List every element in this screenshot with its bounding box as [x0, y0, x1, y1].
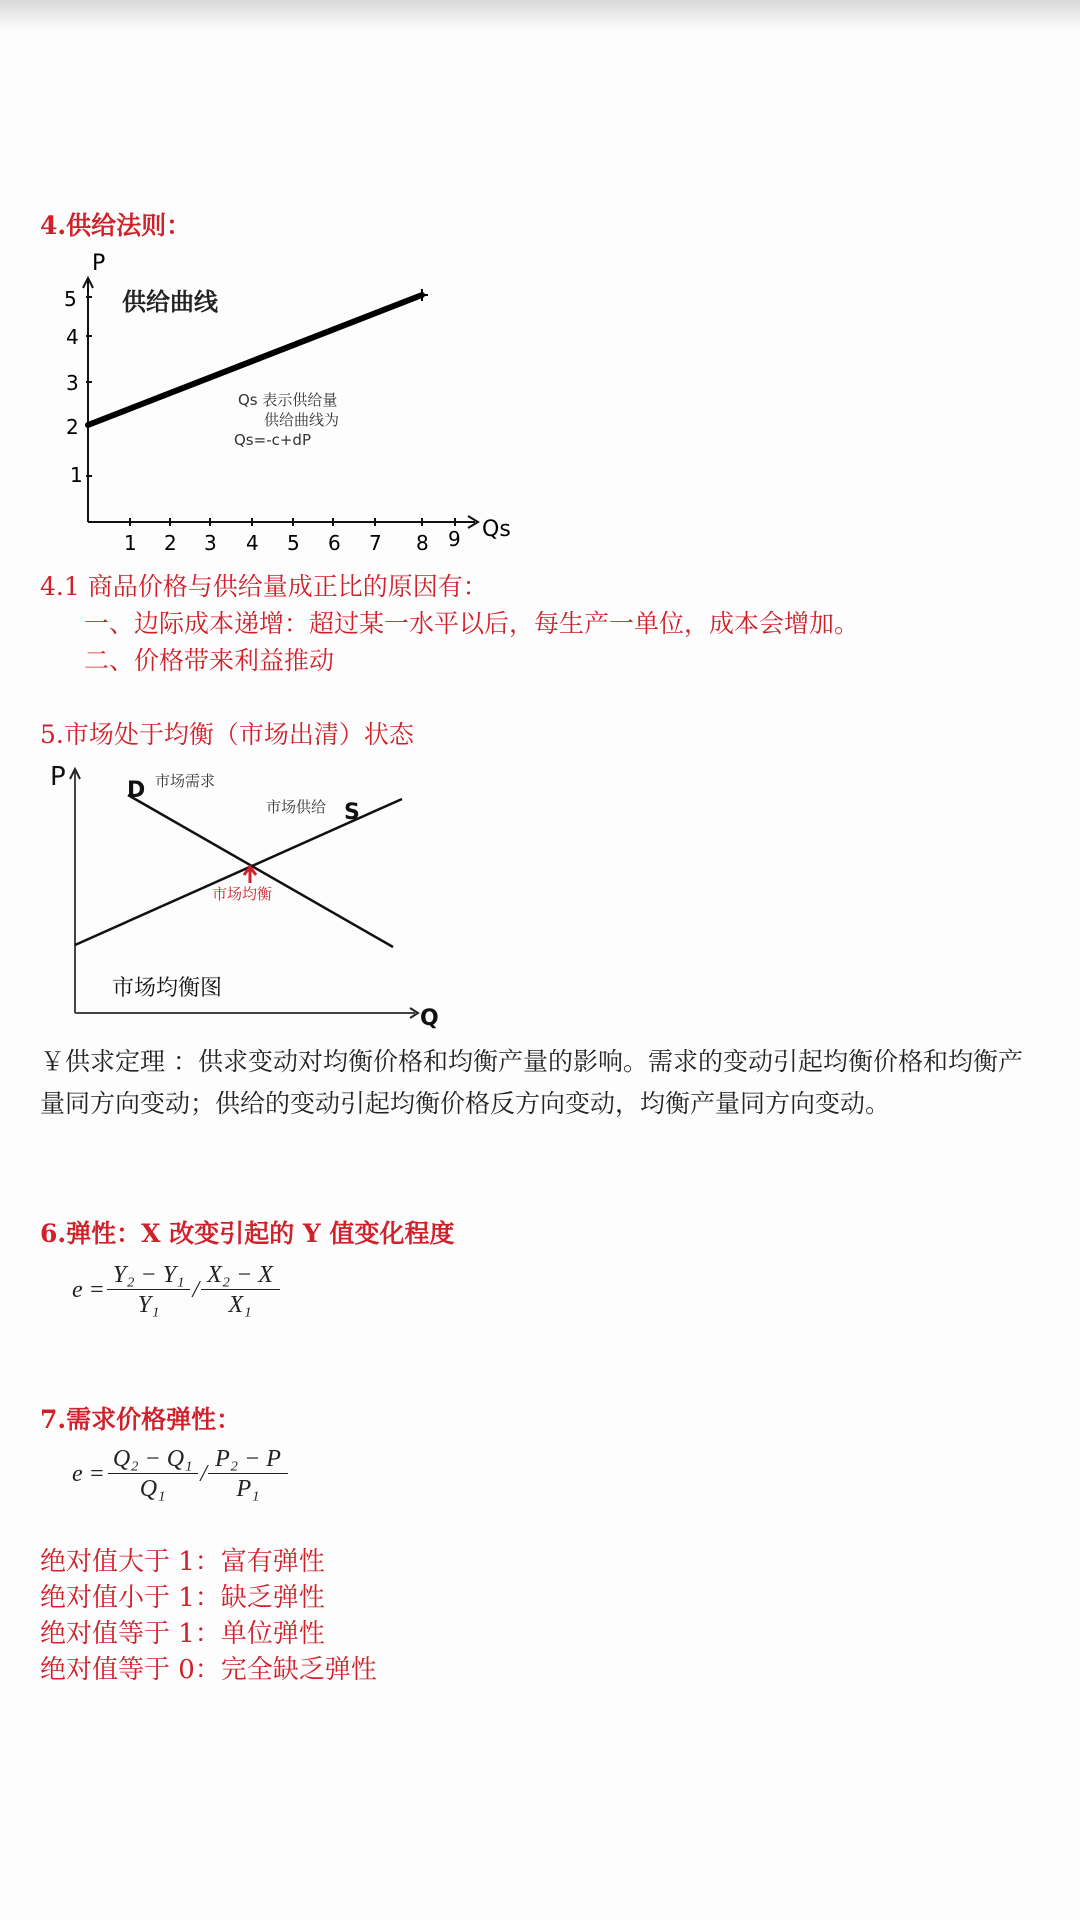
- svg-text:Q: Q: [420, 1006, 439, 1031]
- elasticity-formula: [72, 1262, 277, 1319]
- rule-item: 绝对值等于 1：单位弹性: [40, 1619, 325, 1649]
- fraction-p: [211, 1446, 285, 1503]
- svg-text:D: D: [127, 778, 146, 803]
- section-4-1: [40, 570, 859, 678]
- denominator: Q₁: [108, 1473, 198, 1503]
- elasticity-rules: [40, 1544, 377, 1688]
- svg-text:9: 9: [448, 527, 461, 551]
- supply-annotation: [234, 390, 340, 450]
- svg-text:5: 5: [287, 531, 300, 555]
- numerator: P₂ − P: [215, 1446, 281, 1472]
- section-4-1-title: 4.1 商品价格与供给量成正比的原因有：: [40, 572, 488, 601]
- denominator: P₁: [208, 1473, 287, 1503]
- separator: /: [200, 1461, 208, 1487]
- annotation-line: Qs 表示供给量: [238, 391, 338, 409]
- supply-label: 市场供给: [266, 798, 327, 816]
- rule-item: 绝对值大于 1：富有弹性: [40, 1547, 325, 1577]
- svg-text:2: 2: [66, 415, 79, 439]
- svg-text:6: 6: [328, 531, 341, 555]
- annotation-line: 供给曲线为: [264, 411, 340, 429]
- reason-item: 一、边际成本递增：超过某一水平以后，每生产一单位，成本会增加。: [84, 609, 860, 638]
- svg-text:S: S: [344, 800, 360, 825]
- svg-text:1: 1: [70, 463, 83, 487]
- svg-text:7: 7: [369, 531, 382, 555]
- separator: /: [192, 1277, 200, 1303]
- equilibrium-label: 市场均衡: [212, 885, 273, 903]
- formula-lhs: e =: [72, 1461, 105, 1487]
- fraction-y: [109, 1262, 189, 1319]
- svg-text:4: 4: [246, 531, 259, 555]
- svg-text:Qs: Qs: [482, 517, 511, 542]
- svg-text:3: 3: [204, 531, 217, 555]
- top-shadow: [0, 0, 1080, 30]
- denominator: X₁: [201, 1289, 280, 1319]
- numerator: X₂ − X: [207, 1262, 273, 1288]
- svg-text:P: P: [50, 762, 66, 792]
- section-4-title: 4.供给法则：: [40, 211, 192, 240]
- svg-text:8: 8: [416, 531, 429, 555]
- demand-label: 市场需求: [155, 772, 216, 790]
- svg-text:1: 1: [124, 531, 137, 555]
- reason-item: 二、价格带来利益推动: [84, 646, 335, 675]
- fraction-x: [203, 1262, 277, 1319]
- supply-chart-title: 供给曲线: [122, 288, 218, 316]
- annotation-line: Qs=-c+dP: [234, 431, 311, 449]
- supply-demand-theorem: ￥供求定理 ：供求变动对均衡价格和均衡产量的影响。需求的变动引起均衡价格和均衡产量同方向变动；供给的变动引起均衡价格反方向变动，均衡产量同方向变动。: [40, 1047, 1023, 1118]
- section-7-title: 7.需求价格弹性：: [40, 1405, 242, 1434]
- equilibrium-caption: 市场均衡图: [112, 976, 223, 1001]
- rule-item: 绝对值等于 0：完全缺乏弹性: [40, 1655, 377, 1685]
- svg-text:P: P: [92, 251, 106, 276]
- price-elasticity-formula: [72, 1446, 285, 1503]
- numerator: Q₂ − Q₁: [112, 1446, 193, 1472]
- rule-item: 绝对值小于 1：缺乏弹性: [40, 1583, 325, 1613]
- svg-text:5: 5: [64, 287, 77, 311]
- denominator: Y₁: [107, 1289, 191, 1319]
- svg-text:4: 4: [66, 325, 79, 349]
- section-6-title: 6.弹性：X 改变引起的 Y 值变化程度: [40, 1219, 455, 1248]
- formula-lhs: e =: [72, 1277, 105, 1303]
- section-5-title: 5.市场处于均衡（市场出清）状态: [40, 720, 414, 749]
- svg-text:2: 2: [164, 531, 177, 555]
- svg-text:3: 3: [66, 371, 79, 395]
- numerator: Y₂ − Y₁: [112, 1262, 185, 1288]
- fraction-q: [109, 1446, 197, 1503]
